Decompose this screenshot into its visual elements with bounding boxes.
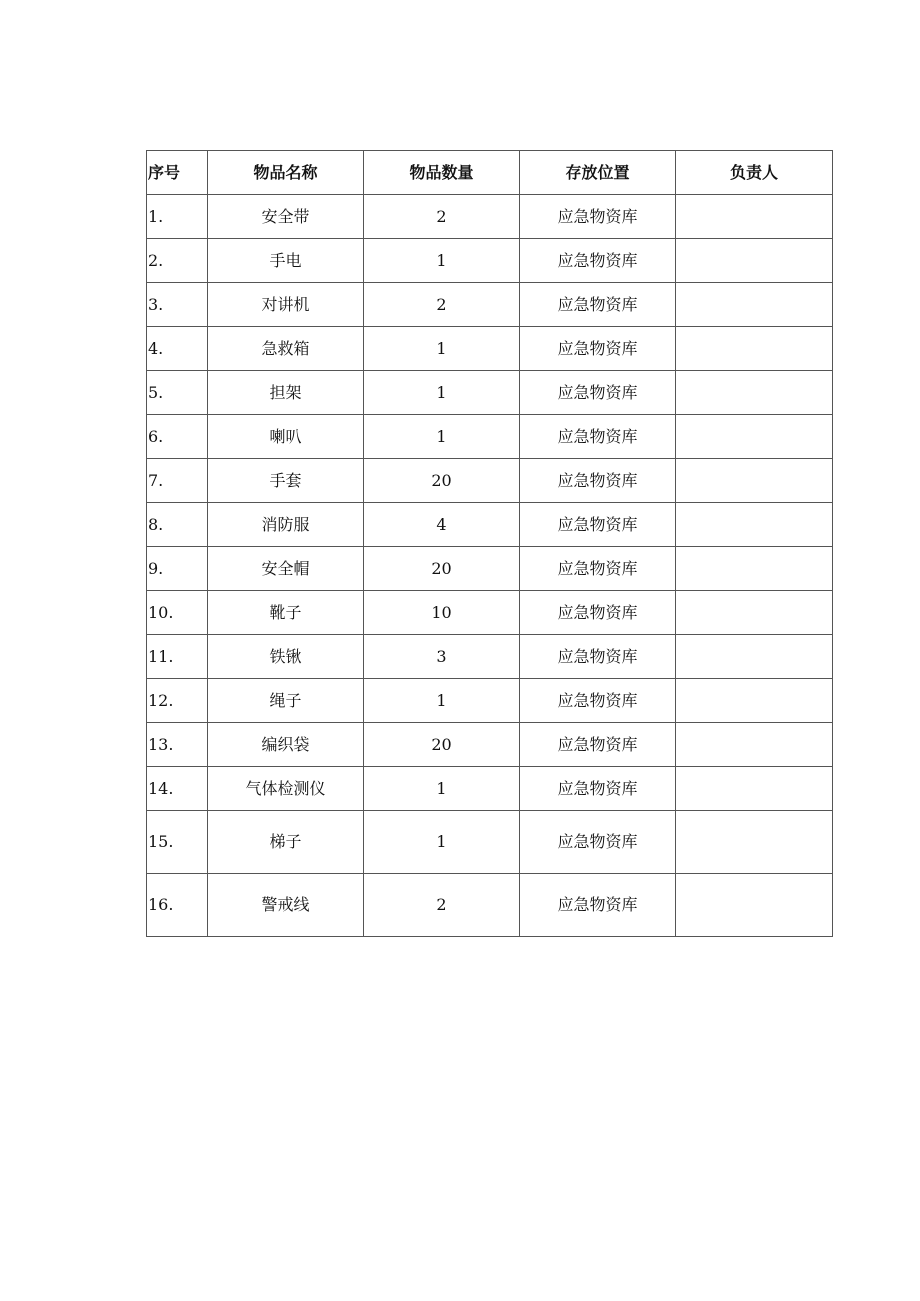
cell-qty: 1: [364, 415, 520, 459]
cell-name: 担架: [208, 371, 364, 415]
cell-name: 警戒线: [208, 874, 364, 937]
cell-owner: [676, 767, 833, 811]
cell-location: 应急物资库: [520, 371, 676, 415]
cell-location: 应急物资库: [520, 767, 676, 811]
cell-owner: [676, 503, 833, 547]
cell-location: 应急物资库: [520, 415, 676, 459]
cell-name: 靴子: [208, 591, 364, 635]
table-row: [147, 503, 833, 547]
cell-no: 8.: [147, 503, 208, 547]
header-name: 物品名称: [208, 151, 364, 195]
cell-name: 安全帽: [208, 547, 364, 591]
cell-location: 应急物资库: [520, 635, 676, 679]
cell-owner: [676, 415, 833, 459]
cell-qty: 4: [364, 503, 520, 547]
cell-owner: [676, 371, 833, 415]
cell-qty: 3: [364, 635, 520, 679]
cell-owner: [676, 635, 833, 679]
cell-name: 消防服: [208, 503, 364, 547]
cell-qty: 2: [364, 283, 520, 327]
cell-location: 应急物资库: [520, 679, 676, 723]
cell-owner: [676, 195, 833, 239]
cell-qty: 10: [364, 591, 520, 635]
table-row: [147, 415, 833, 459]
header-owner: 负责人: [676, 151, 833, 195]
cell-name: 梯子: [208, 811, 364, 874]
cell-name: 气体检测仪: [208, 767, 364, 811]
cell-no: 3.: [147, 283, 208, 327]
cell-owner: [676, 811, 833, 874]
cell-no: 7.: [147, 459, 208, 503]
table-row: [147, 547, 833, 591]
cell-owner: [676, 283, 833, 327]
cell-location: 应急物资库: [520, 503, 676, 547]
cell-name: 喇叭: [208, 415, 364, 459]
cell-no: 14.: [147, 767, 208, 811]
cell-no: 6.: [147, 415, 208, 459]
cell-name: 对讲机: [208, 283, 364, 327]
cell-no: 16.: [147, 874, 208, 937]
cell-qty: 1: [364, 327, 520, 371]
cell-no: 12.: [147, 679, 208, 723]
cell-owner: [676, 723, 833, 767]
cell-location: 应急物资库: [520, 591, 676, 635]
cell-name: 手电: [208, 239, 364, 283]
table-body: [147, 195, 833, 937]
cell-location: 应急物资库: [520, 459, 676, 503]
table-row: [147, 591, 833, 635]
cell-no: 15.: [147, 811, 208, 874]
cell-no: 1.: [147, 195, 208, 239]
cell-owner: [676, 547, 833, 591]
table-row: [147, 723, 833, 767]
cell-name: 安全带: [208, 195, 364, 239]
cell-location: 应急物资库: [520, 723, 676, 767]
cell-no: 13.: [147, 723, 208, 767]
table-row: [147, 635, 833, 679]
cell-owner: [676, 239, 833, 283]
table-row: [147, 811, 833, 874]
cell-no: 4.: [147, 327, 208, 371]
cell-location: 应急物资库: [520, 283, 676, 327]
table-row: [147, 679, 833, 723]
cell-location: 应急物资库: [520, 239, 676, 283]
cell-location: 应急物资库: [520, 547, 676, 591]
cell-owner: [676, 874, 833, 937]
cell-qty: 1: [364, 679, 520, 723]
header-location: 存放位置: [520, 151, 676, 195]
cell-qty: 1: [364, 239, 520, 283]
table-row: [147, 767, 833, 811]
cell-no: 9.: [147, 547, 208, 591]
cell-qty: 1: [364, 371, 520, 415]
cell-name: 绳子: [208, 679, 364, 723]
cell-no: 2.: [147, 239, 208, 283]
cell-qty: 20: [364, 723, 520, 767]
cell-name: 编织袋: [208, 723, 364, 767]
cell-no: 10.: [147, 591, 208, 635]
cell-location: 应急物资库: [520, 327, 676, 371]
header-qty: 物品数量: [364, 151, 520, 195]
table-row: [147, 459, 833, 503]
table-row: [147, 327, 833, 371]
table-row: [147, 283, 833, 327]
cell-qty: 2: [364, 874, 520, 937]
cell-location: 应急物资库: [520, 811, 676, 874]
cell-qty: 2: [364, 195, 520, 239]
cell-name: 急救箱: [208, 327, 364, 371]
cell-no: 11.: [147, 635, 208, 679]
cell-qty: 20: [364, 459, 520, 503]
cell-owner: [676, 327, 833, 371]
table-row: [147, 195, 833, 239]
inventory-table: [146, 150, 833, 937]
cell-owner: [676, 679, 833, 723]
cell-qty: 1: [364, 767, 520, 811]
cell-location: 应急物资库: [520, 195, 676, 239]
table-row: [147, 874, 833, 937]
header-no: 序号: [147, 151, 208, 195]
cell-name: 铁锹: [208, 635, 364, 679]
cell-owner: [676, 591, 833, 635]
table-row: [147, 239, 833, 283]
header-row: [147, 151, 833, 195]
cell-name: 手套: [208, 459, 364, 503]
cell-qty: 1: [364, 811, 520, 874]
cell-no: 5.: [147, 371, 208, 415]
cell-owner: [676, 459, 833, 503]
cell-location: 应急物资库: [520, 874, 676, 937]
table-row: [147, 371, 833, 415]
cell-qty: 20: [364, 547, 520, 591]
